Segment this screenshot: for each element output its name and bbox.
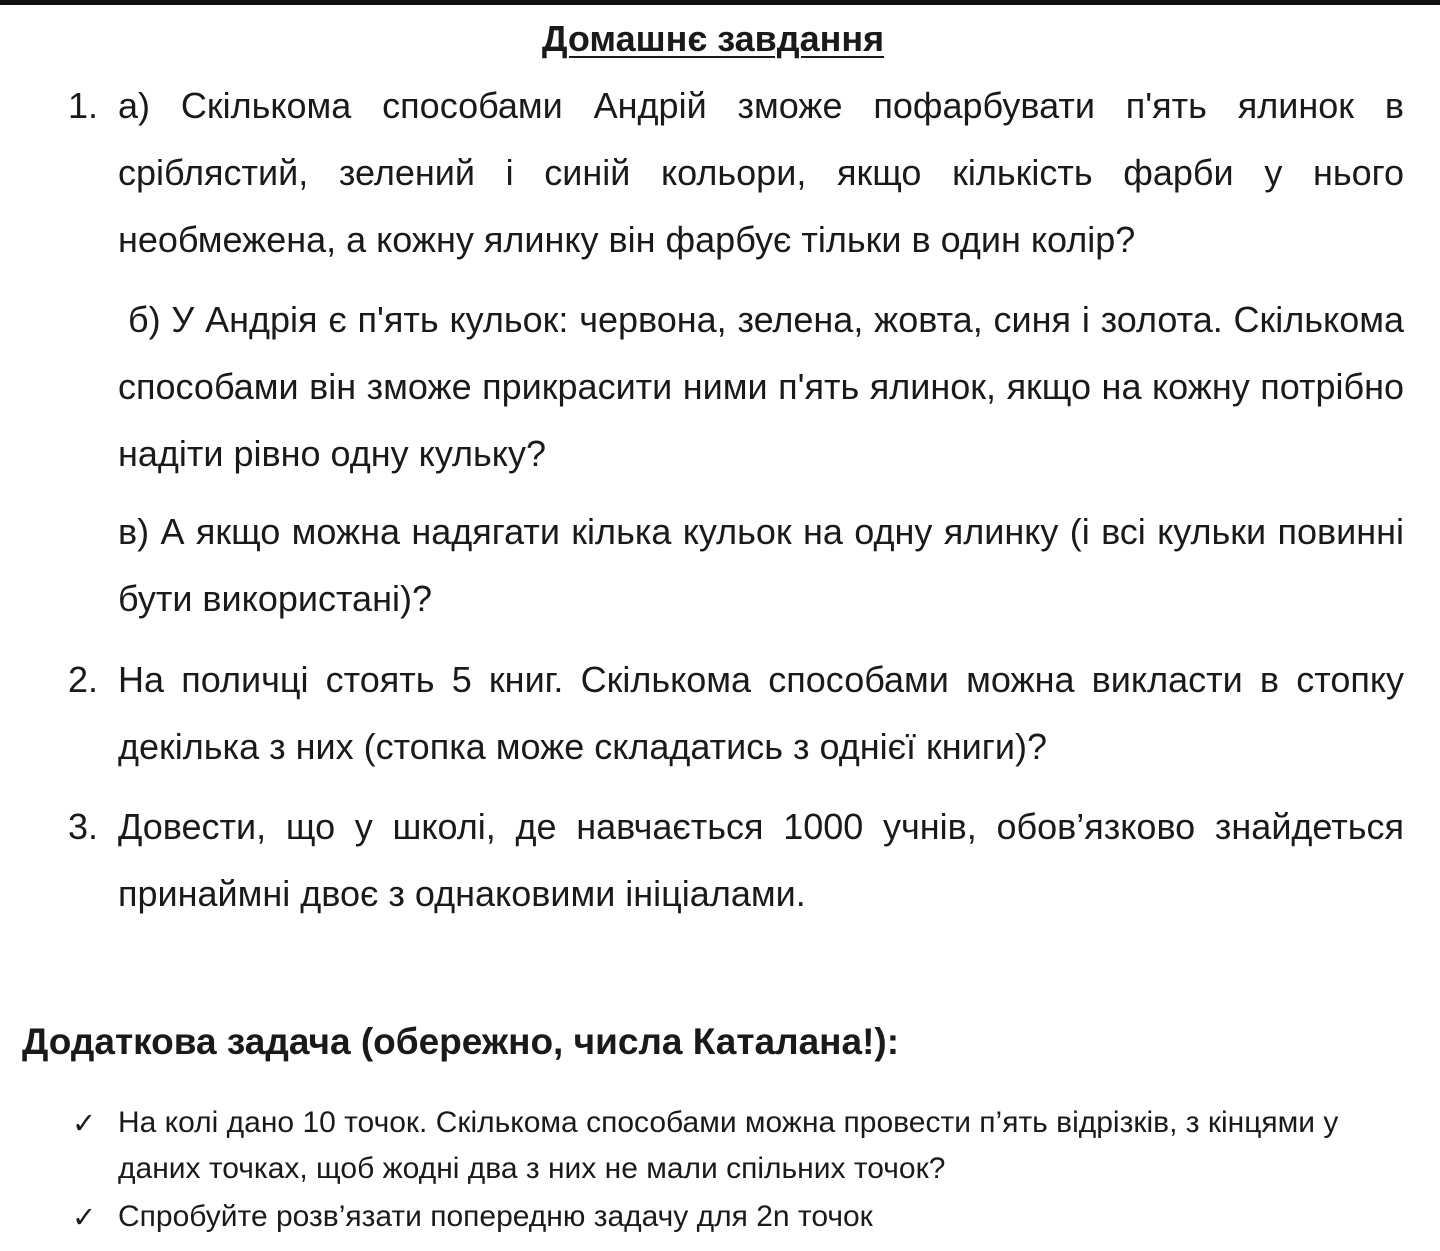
checkmark-icon: ✓	[72, 1106, 97, 1140]
page-title: Домашнє завдання	[541, 18, 885, 59]
problem-2-number: 2.	[68, 659, 99, 700]
extra-heading: Додаткова задача (обережно, числа Каталана!):	[22, 1021, 900, 1062]
checkmark-icon: ✓	[72, 1200, 97, 1234]
problem-1a-text: а) Скількома способами Андрій зможе пофарбувати п'ять ялинок в сріблястий, зелений і синій кольори, якщо кількість фарби у нього необмежена, а кожну ялинку він фарбує тільки в один колір?	[118, 85, 1404, 260]
problem-3-number: 3.	[68, 806, 99, 847]
problem-1b-text: б) У Андрія є п'ять кульок: червона, зелена, жовта, синя і золота. Скількома способами він зможе прикрасити ними п'ять ялинок, якщо на кожну потрібно надіти рівно одну кульку?	[118, 299, 1404, 474]
problem-3-text: Довести, що у школі, де навчається 1000 учнів, обов’язково знайдеться принаймні двоє з однаковими ініціалами.	[118, 806, 1404, 914]
extra-item-1: На колі дано 10 точок. Скількома способами можна провести п’ять відрізків, з кінцями у даних точках, щоб жодні два з них не мали спільних точок?	[118, 1106, 1339, 1185]
problem-1-number: 1.	[68, 85, 99, 126]
extra-item-2: Спробуйте розв’язати попередню задачу для 2n точок	[118, 1200, 873, 1233]
top-rule	[0, 0, 1440, 5]
problem-1c-text: в) А якщо можна надягати кілька кульок на одну ялинку (і всі кульки повинні бути використані)?	[118, 511, 1404, 619]
problem-2-text: На поличці стоять 5 книг. Скількома способами можна викласти в стопку декілька з них (стопка може складатись з однієї книги)?	[118, 659, 1404, 767]
